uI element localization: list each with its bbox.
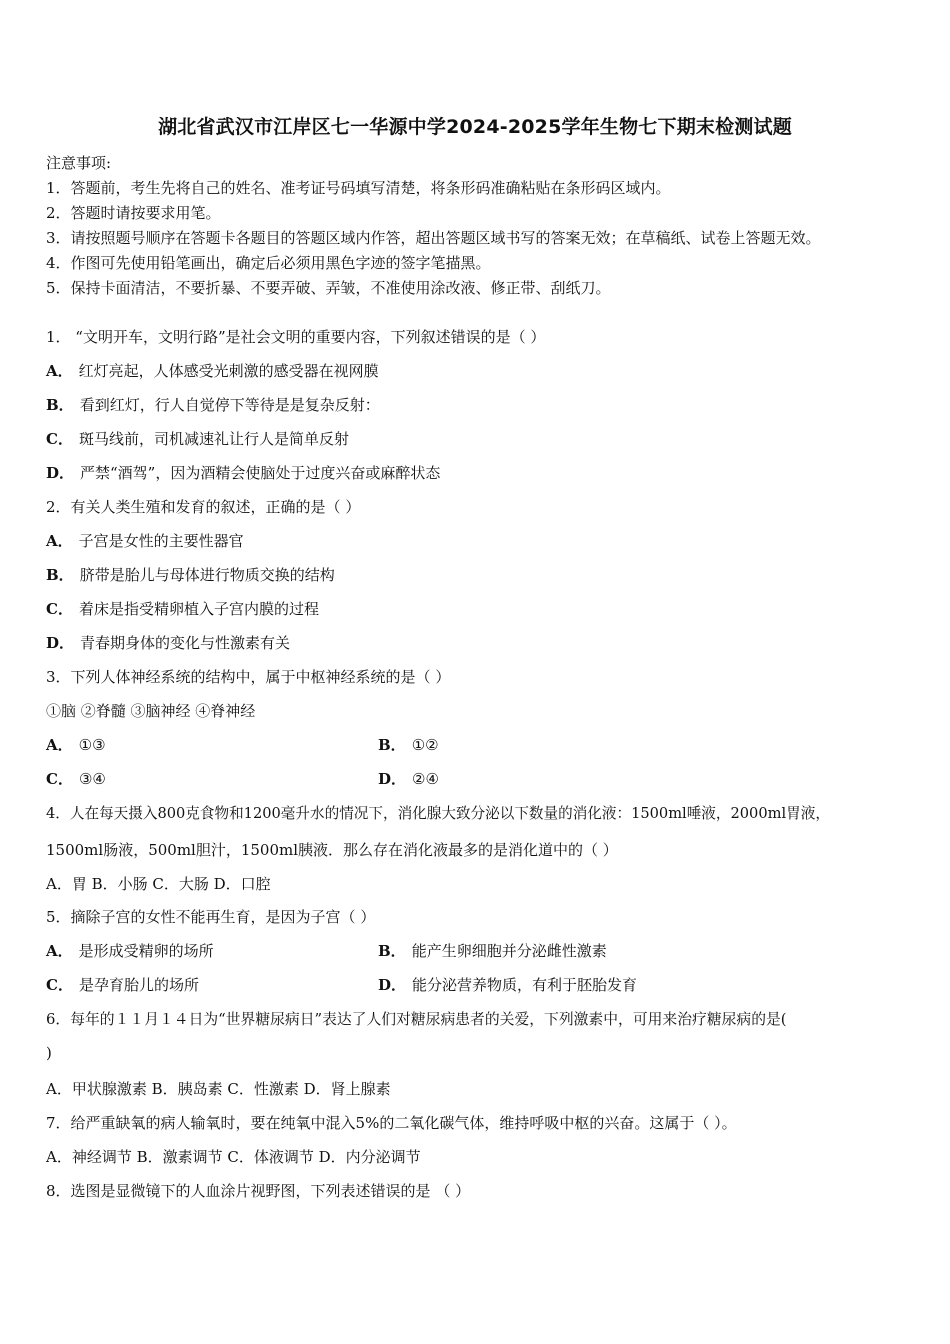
option-label: D． [46, 634, 75, 652]
q5-option-d [378, 974, 637, 995]
notice-item-2: 2．答题时请按要求用笔。 [46, 204, 221, 222]
notice-item-4: 4．作图可先使用铅笔画出，确定后必须用黑色字迹的签字笔描黑。 [46, 254, 491, 272]
option-text: ①② [411, 736, 439, 754]
q2-option-d [46, 632, 290, 653]
option-text: 是形成受精卵的场所 [78, 942, 214, 960]
option-label: B． [378, 942, 406, 960]
q6-options: A．甲状腺激素 B．胰岛素 C．性激素 D．肾上腺素 [46, 1080, 391, 1098]
option-text: ①③ [78, 736, 106, 754]
option-label: C． [46, 430, 73, 448]
option-text: ③④ [78, 770, 106, 788]
option-label: A． [46, 942, 73, 960]
option-label: B． [46, 396, 74, 414]
q5-stem: 5．摘除子宫的女性不能再生育，是因为子宫（ ） [46, 908, 376, 926]
option-label: C． [46, 976, 73, 994]
q2-option-b [46, 564, 335, 585]
option-label: B． [378, 736, 406, 754]
option-text: 脐带是胎儿与母体进行物质交换的结构 [79, 566, 335, 584]
option-text: 能产生卵细胞并分泌雌性激素 [411, 942, 607, 960]
q3-stem: 3．下列人体神经系统的结构中，属于中枢神经系统的是（ ） [46, 668, 451, 686]
option-label: D． [378, 976, 407, 994]
q3-option-d [378, 768, 439, 789]
option-label: C． [46, 770, 73, 788]
q5-option-c [46, 974, 199, 995]
option-text: 严禁“酒驾”，因为酒精会使脑处于过度兴奋或麻醉状态 [80, 464, 441, 482]
option-label: D． [46, 464, 75, 482]
q3-option-a [46, 734, 106, 755]
notice-heading: 注意事项: [46, 154, 112, 172]
q2-option-c [46, 598, 319, 619]
q6-stem-line-2: ) [46, 1044, 52, 1062]
q1-option-a [46, 360, 379, 381]
q2-stem: 2．有关人类生殖和发育的叙述，正确的是（ ） [46, 498, 361, 516]
option-label: A． [46, 362, 73, 380]
option-label: A． [46, 736, 73, 754]
notice-item-5: 5．保持卡面清洁，不要折暴、不要弄破、弄皱，不准使用涂改液、修正带、刮纸刀。 [46, 279, 611, 297]
option-label: D． [378, 770, 407, 788]
q1-option-d [46, 462, 440, 483]
q1-stem: 1． “文明开车，文明行路”是社会文明的重要内容，下列叙述错误的是（ ） [46, 328, 546, 346]
option-label: A． [46, 532, 73, 550]
q3-items: ①脑 ②脊髓 ③脑神经 ④脊神经 [46, 702, 256, 720]
q4-options: A．胃 B．小肠 C．大肠 D．口腔 [46, 875, 271, 893]
q7-options: A．神经调节 B．激素调节 C．体液调节 D．内分泌调节 [46, 1148, 421, 1166]
option-text: 看到红灯，行人自觉停下等待是是复杂反射： [79, 396, 380, 414]
q6-stem-line-1: 6．每年的１１月１４日为“世界糖尿病日”表达了人们对糖尿病患者的关爱，下列激素中，可用来治疗糖尿病的是( [46, 1011, 787, 1028]
option-text: ②④ [412, 770, 439, 788]
option-text: 能分泌营养物质，有利于胚胎发育 [412, 976, 638, 994]
q3-option-c [46, 768, 106, 789]
exam-title: 湖北省武汉市江岸区七一华源中学2024-2025学年生物七下期末检测试题 [158, 116, 792, 138]
q5-option-a [46, 940, 214, 961]
q4-stem-line-1: 4．人在每天摄入800克食物和1200毫升水的情况下，消化腺大致分泌以下数量的消化液：1500ml唾液，2000ml胃液， [46, 805, 830, 822]
notice-item-3: 3．请按照题号顺序在答题卡各题目的答题区域内作答，超出答题区域书写的答案无效；在草稿纸、试卷上答题无效。 [46, 229, 821, 247]
option-text: 斑马线前，司机减速礼让行人是简单反射 [78, 430, 349, 448]
option-text: 着床是指受精卵植入子宫内膜的过程 [78, 600, 319, 618]
q2-option-a [46, 530, 244, 551]
notice-item-1: 1．答题前，考生先将自己的姓名、准考证号码填写清楚，将条形码准确粘贴在条形码区域内。 [46, 179, 671, 197]
option-label: B． [46, 566, 74, 584]
q5-option-b [378, 940, 607, 961]
option-text: 青春期身体的变化与性激素有关 [80, 634, 291, 652]
q7-stem: 7．给严重缺氧的病人输氧时，要在纯氧中混入5%的二氧化碳气体，维持呼吸中枢的兴奋。这属于（ ）。 [46, 1114, 737, 1132]
q3-option-b [378, 734, 439, 755]
q4-stem-line-2: 1500ml肠液，500ml胆汁，1500ml胰液．那么存在消化液最多的是消化道中的（ ） [46, 841, 618, 859]
option-text: 红灯亮起，人体感受光刺激的感受器在视网膜 [78, 362, 379, 380]
option-text: 子宫是女性的主要性器官 [78, 532, 244, 550]
option-text: 是孕育胎儿的场所 [78, 976, 199, 994]
option-label: C． [46, 600, 73, 618]
q1-option-c [46, 428, 349, 449]
q8-stem: 8．选图是显微镜下的人血涂片视野图，下列表述错误的是 （ ） [46, 1182, 471, 1200]
q1-option-b [46, 394, 380, 415]
